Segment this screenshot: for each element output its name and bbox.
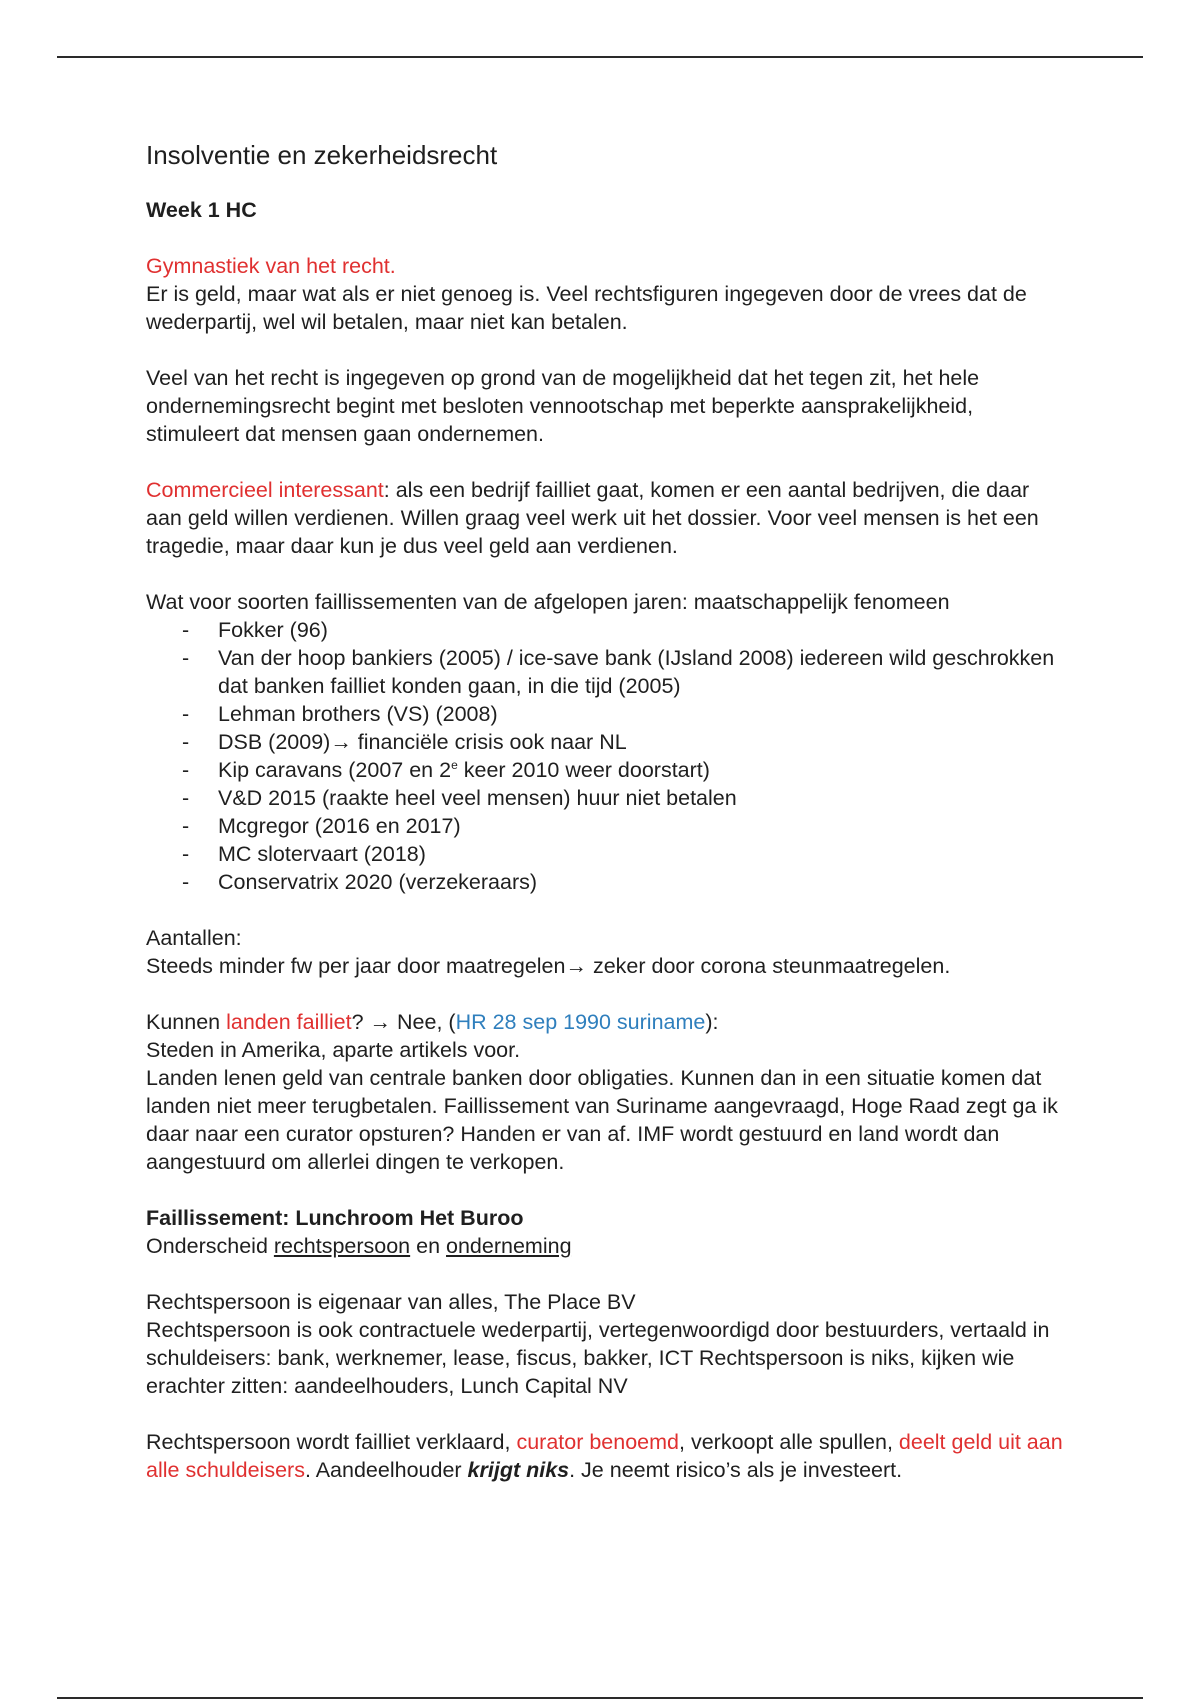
paragraph-text: : als een bedrijf failliet gaat, komen er een aantal bedrijven, die daar aan geld willen verdienen. Willen graag veel werk uit het dossier. Voor veel mensen is het een tragedie, maar daar kun je dus veel geld aan verdienen.: [146, 478, 1039, 558]
bottom-rule: [57, 1697, 1143, 1699]
list-item: - Lehman brothers (VS) (2008): [182, 702, 498, 726]
underlined-term: onderneming: [446, 1234, 572, 1258]
top-rule: [57, 56, 1143, 58]
paragraph-lunchroom: Faillissement: Lunchroom Het Buroo Onderscheid rechtspersoon en onderneming: [146, 1206, 572, 1258]
list-dash: -: [182, 786, 190, 810]
paragraph-commercieel: [146, 476, 1066, 560]
list-item: - Mcgregor (2016 en 2017): [182, 814, 461, 838]
list-item: - MC slotervaart (2018): [182, 842, 426, 866]
list-item: - Van der hoop bankiers (2005) / ice-save bank (IJsland 2008) iedereen wild geschrokken dat banken failliet konden gaan, in die tijd (2005): [182, 646, 1055, 698]
list-dash: -: [182, 730, 190, 754]
week-heading: Week 1 HC: [146, 198, 257, 222]
underlined-term: rechtspersoon: [273, 1234, 411, 1258]
paragraph-rechtspersoon: Rechtspersoon is eigenaar van alles, The Place BV Rechtspersoon is ook contractuele wederpartij, vertegenwoordigd door bestuurders, vertaald in schuldeisers: bank, werknemer, lease, fiscus, bakker, ICT Rechtspersoon is niks, kijken wie erachter zitten: aandeelhouders, Lunch Capital NV: [146, 1290, 1050, 1398]
list-item: - Fokker (96): [182, 618, 328, 642]
list-dash: -: [182, 618, 190, 642]
paragraph-aantallen: Aantallen: Steeds minder fw per jaar door maatregelen→ zeker door corona steunmaatregelen.: [146, 926, 951, 978]
paragraph-gymnastiek: [146, 252, 1066, 336]
page-title: Insolventie en zekerheidsrecht: [146, 140, 498, 170]
list-item: - DSB (2009)→ financiële crisis ook naar NL: [182, 730, 627, 754]
paragraph-failliet-verklaard: Rechtspersoon wordt failliet verklaard, curator benoemd, verkoopt alle spullen, deelt geld uit aan alle schuldeisers. Aandeelhouder krijgt niks. Je neemt risico’s als je investeert.: [146, 1430, 1063, 1482]
document-body: [146, 138, 1066, 1512]
list-dash: -: [182, 646, 190, 670]
case-reference: HR 28 sep 1990 suriname: [455, 1010, 706, 1034]
list-dash: -: [182, 842, 190, 866]
section-heading: Faillissement: Lunchroom Het Buroo: [146, 1206, 524, 1230]
list-dash: -: [182, 758, 190, 782]
highlight-curator: curator benoemd: [516, 1430, 679, 1454]
paragraph-text: Er is geld, maar wat als er niet genoeg is. Veel rechtsfiguren ingegeven door de vrees dat de wederpartij, wel wil betalen, maar niet kan betalen.: [146, 282, 1027, 334]
emphasis-krijgt-niks: krijgt niks: [467, 1458, 570, 1482]
paragraph-landen: Kunnen landen failliet? → Nee, (HR 28 sep 1990 suriname): Steden in Amerika, aparte artikels voor. Landen lenen geld van centrale banken door obligaties. Kunnen dan in een situatie komen dat landen niet meer terugbetalen. Faillissement van Suriname aangevraagd, Hoge Raad zegt ga ik daar naar een curator opsturen? Handen er van af. IMF wordt gestuurd en land wordt dan aangestuurd om allerlei dingen te verkopen.: [146, 1010, 1058, 1174]
list-dash: -: [182, 870, 190, 894]
list-item: - Kip caravans (2007 en 2e keer 2010 weer doorstart): [182, 757, 710, 782]
highlight-gymnastiek: Gymnastiek van het recht.: [146, 254, 396, 278]
list-item: - V&D 2015 (raakte heel veel mensen) huur niet betalen: [182, 786, 737, 810]
highlight-commercieel: Commercieel interessant: [146, 478, 384, 502]
paragraph-recht: Veel van het recht is ingegeven op grond van de mogelijkheid dat het tegen zit, het hele ondernemingsrecht begint met besloten vennootschap met beperkte aansprakelijkheid, stimuleert dat mensen gaan ondernemen.: [146, 366, 980, 446]
list-item: - Conservatrix 2020 (verzekeraars): [182, 870, 538, 894]
highlight-schuldeisers: deelt geld uit aan alle schuldeisers: [146, 1430, 1063, 1482]
list-intro: Wat voor soorten faillissementen van de afgelopen jaren: maatschappelijk fenomeen: [146, 590, 950, 614]
list-dash: -: [182, 814, 190, 838]
list-dash: -: [182, 702, 190, 726]
highlight-landen-failliet: landen failliet: [226, 1010, 352, 1034]
bankruptcy-list: [146, 616, 1066, 896]
